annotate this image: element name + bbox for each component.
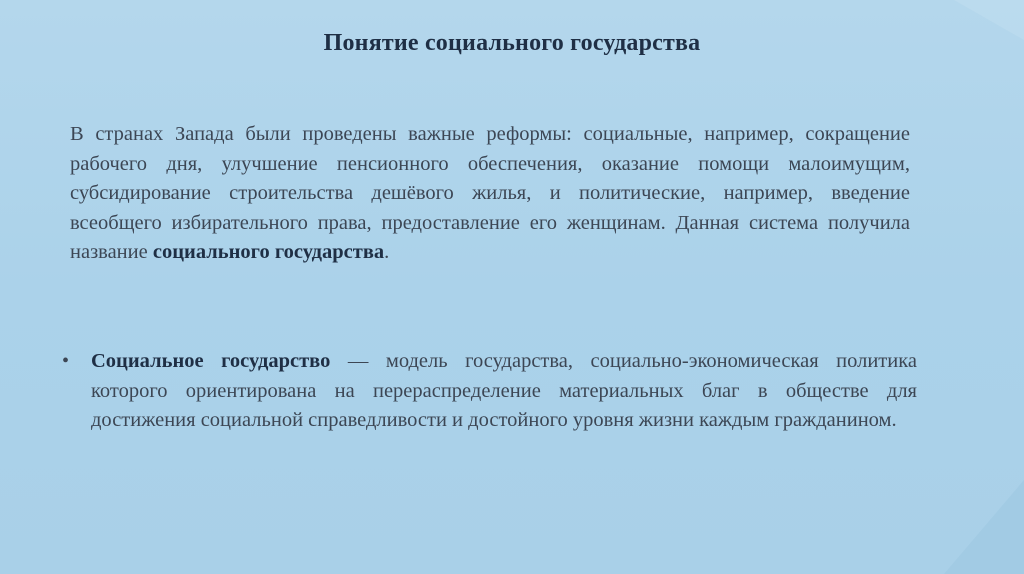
intro-bold-term: социального государства (152, 241, 385, 263)
bullet-definition: — модель государства, социально-экономическая политика которого ориентирована на перераспределение материальных благ в обществе для достижения социальной справедливости и достойного уровня жизни каждым гражданином. (91, 350, 917, 431)
corner-decoration (884, 0, 1024, 574)
intro-paragraph (70, 120, 910, 268)
slide-title: Понятие социального государства (323, 30, 701, 56)
definition-bullet (62, 347, 917, 436)
bullet-bold-term: Социальное государство (91, 350, 331, 372)
intro-paragraph-end: . (384, 241, 390, 263)
bullet-text (91, 347, 917, 436)
intro-paragraph-text: В странах Запада были проведены важные реформы: социальные, например, сокращение рабочего дня, улучшение пенсионного обеспечения, оказание помощи малоимущим, субсидирование строительства дешёвого жилья, и политические, например, введение всеобщего избирательного права, предоставление его женщинам. Данная система получила название (70, 123, 910, 263)
bullet-marker: • (62, 350, 70, 372)
